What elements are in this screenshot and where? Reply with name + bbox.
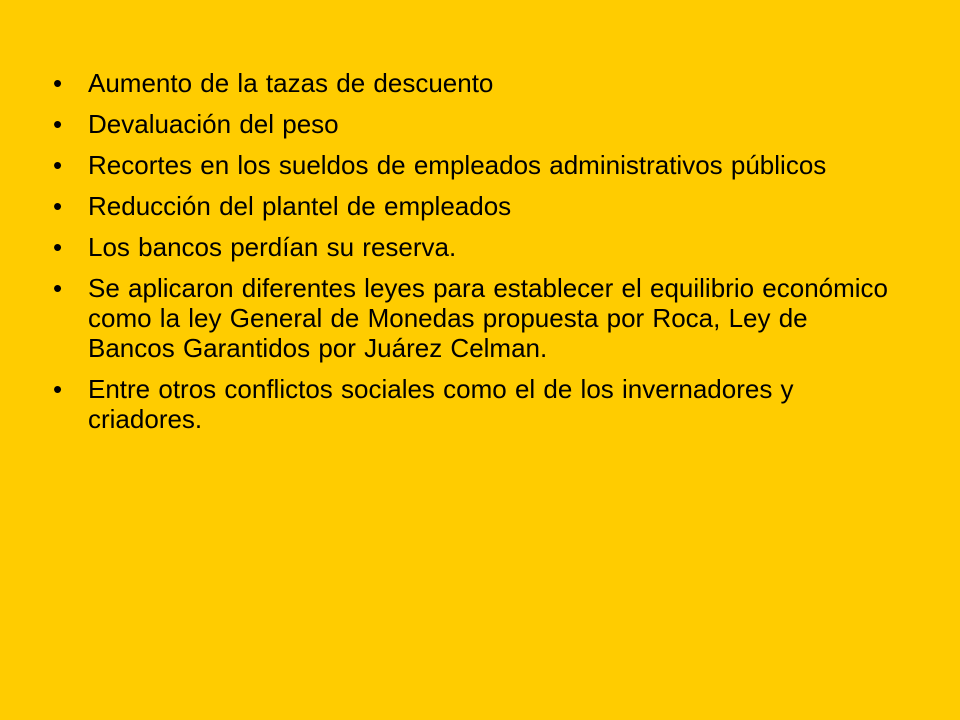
bullet-item-1: [48, 68, 898, 98]
bullet-item-2: [48, 109, 898, 139]
bullet-text: Los bancos perdían su reserva.: [88, 232, 457, 262]
bullet-item-5: [48, 232, 898, 262]
bullet-list: [48, 68, 898, 445]
bullet-item-4: [48, 191, 898, 221]
bullet-icon: •: [53, 232, 63, 262]
bullet-item-6: [48, 273, 898, 363]
bullet-icon: •: [53, 191, 63, 221]
bullet-text: Aumento de la tazas de descuento: [88, 68, 494, 98]
bullet-text: Se aplicaron diferentes leyes para establecer el equilibrio económico como la ley General de Monedas propuesta por Roca, Ley de Bancos Garantidos por Juárez Celman.: [88, 273, 889, 363]
bullet-icon: •: [53, 109, 63, 139]
bullet-text: Recortes en los sueldos de empleados administrativos públicos: [88, 150, 827, 180]
bullet-icon: •: [53, 273, 63, 303]
bullet-icon: •: [53, 68, 63, 98]
bullet-text: Entre otros conflictos sociales como el de los invernadores y criadores.: [88, 374, 794, 434]
bullet-icon: •: [53, 150, 63, 180]
bullet-icon: •: [53, 374, 63, 404]
bullet-item-7: [48, 374, 898, 434]
bullet-item-3: [48, 150, 898, 180]
bullet-text: Devaluación del peso: [88, 109, 339, 139]
bullet-text: Reducción del plantel de empleados: [88, 191, 512, 221]
